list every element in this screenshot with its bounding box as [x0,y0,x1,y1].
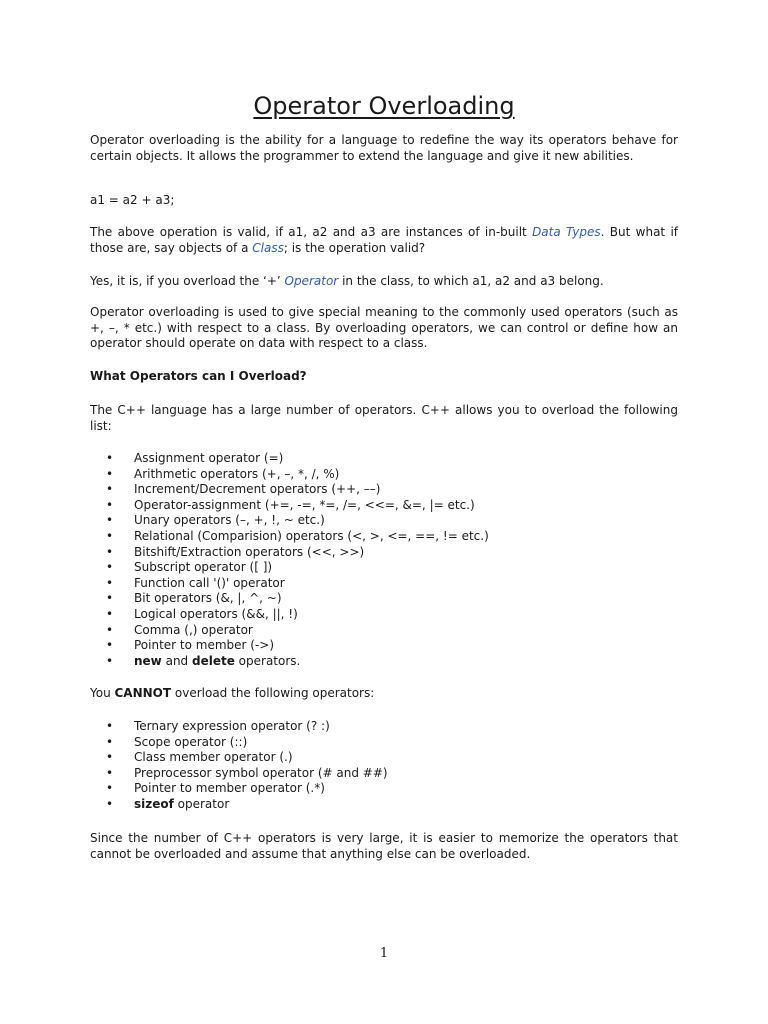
list-item-text: operators. [234,653,301,668]
list-item [90,576,678,592]
list-item [90,623,678,639]
bullet-icon: • [106,796,114,811]
list-item-text: Subscript operator ([ ]) [134,560,273,575]
list-item [90,529,678,545]
list-item [90,638,678,654]
list-item-text: Ternary expression operator (? :) [134,719,330,733]
list-item [90,781,678,797]
list-item [90,654,678,670]
bullet-icon: • [106,765,114,780]
question-paragraph [90,225,678,256]
bullet-icon: • [106,719,114,733]
intro-paragraph: Operator overloading is the ability for a language to redefine the way its operators behave for certain objects. It allows the programmer to extend the language and give it new abilities. [90,133,678,163]
bullet-icon: • [106,466,114,481]
bullet-icon: • [106,560,114,575]
list-item [90,482,678,498]
answer-text-end: in the class, to which a1, a2 and a3 belong. [338,274,604,288]
overload-intro-paragraph: The C++ language has a large number of operators. C++ allows you to overload the following list: [90,403,678,433]
list-item [90,560,678,576]
bullet-icon: • [106,513,114,528]
list-item-text: Unary operators (–, +, !, ~ etc.) [134,513,325,528]
bullet-icon: • [106,638,114,653]
list-item [90,719,678,735]
conclusion-paragraph: Since the number of C++ operators is very large, it is easier to memorize the operators that cannot be overloaded and assume that anything else can be overloaded. [90,831,678,861]
bullet-icon: • [106,528,114,543]
list-item-text: Preprocessor symbol operator (# and ##) [134,765,388,780]
list-item [90,451,678,467]
list-item-text: Operator-assignment (+=, -=, *=, /=, <<=, &=, |= etc.) [134,497,475,512]
list-item [90,513,678,529]
cannot-text-start: You [90,686,115,700]
question-text-end: ; is the operation valid? [283,240,426,255]
list-item [90,545,678,561]
list-item [90,607,678,623]
code-example: a1 = a2 + a3; [90,193,175,207]
bullet-icon: • [106,544,114,559]
cannot-emphasis: CANNOT [114,686,172,700]
bullet-icon: • [106,591,114,606]
list-item-text: Class member operator (.) [134,750,293,765]
list-item-text: Pointer to member (->) [134,638,275,653]
list-item [90,797,678,813]
list-item [90,467,678,483]
list-item-text: Scope operator (::) [134,734,248,749]
bullet-icon: • [106,653,114,668]
list-item-text: Function call '()' operator [134,575,285,590]
list-item [90,750,678,766]
keyword-sizeof: sizeof [134,796,174,811]
operator-link[interactable]: Operator [284,274,339,288]
list-item [90,735,678,751]
list-item-text: operator [173,796,230,811]
list-item [90,591,678,607]
answer-paragraph [90,274,678,290]
page-number: 1 [379,946,389,961]
list-item [90,498,678,514]
bullet-icon: • [106,606,114,621]
question-text-start: The above operation is valid, if a1, a2 and a3 are instances of in-built [90,225,533,239]
data-types-link[interactable]: Data Types [532,225,601,239]
bullet-icon: • [106,482,114,497]
list-item-text: Arithmetic operators (+, –, *, /, %) [134,466,340,481]
question-text-middle: . But what if those are, say objects of a [90,225,678,255]
list-item-text: Increment/Decrement operators (++, ––) [134,482,381,497]
usage-paragraph: Operator overloading is used to give special meaning to the commonly used operators (such as +, –, * etc.) with respect to a class. By overloading operators, we can control or define how an operator should operate on data with respect to a class. [90,305,678,351]
class-link[interactable]: Class [252,240,284,255]
list-item-text: Pointer to member operator (.*) [134,781,325,796]
keyword-new: new [134,653,162,668]
bullet-icon: • [106,734,114,749]
document-page [90,0,678,1024]
bullet-icon: • [106,497,114,512]
list-item-text: Bit operators (&, |, ^, ~) [134,591,282,606]
list-item-text: Relational (Comparision) operators (<, >, <=, ==, != etc.) [134,528,489,543]
list-item-text: Bitshift/Extraction operators (<<, >>) [134,544,365,559]
non-overloadable-operators-list [90,719,678,813]
list-item-text: and [161,653,192,668]
section-heading: What Operators can I Overload? [90,369,307,383]
keyword-delete: delete [192,653,235,668]
overloadable-operators-list [90,451,678,669]
answer-text-start: Yes, it is, if you overload the ‘+’ [90,274,285,288]
list-item-text: Comma (,) operator [134,622,253,637]
cannot-text-end: overload the following operators: [171,686,375,700]
bullet-icon: • [106,451,114,465]
bullet-icon: • [106,750,114,765]
bullet-icon: • [106,622,114,637]
cannot-paragraph [90,686,678,702]
list-item-text: Logical operators (&&, ||, !) [134,606,298,621]
list-item [90,766,678,782]
bullet-icon: • [106,781,114,796]
bullet-icon: • [106,575,114,590]
page-title: Operator Overloading [253,92,515,120]
list-item-text: Assignment operator (=) [134,451,284,465]
